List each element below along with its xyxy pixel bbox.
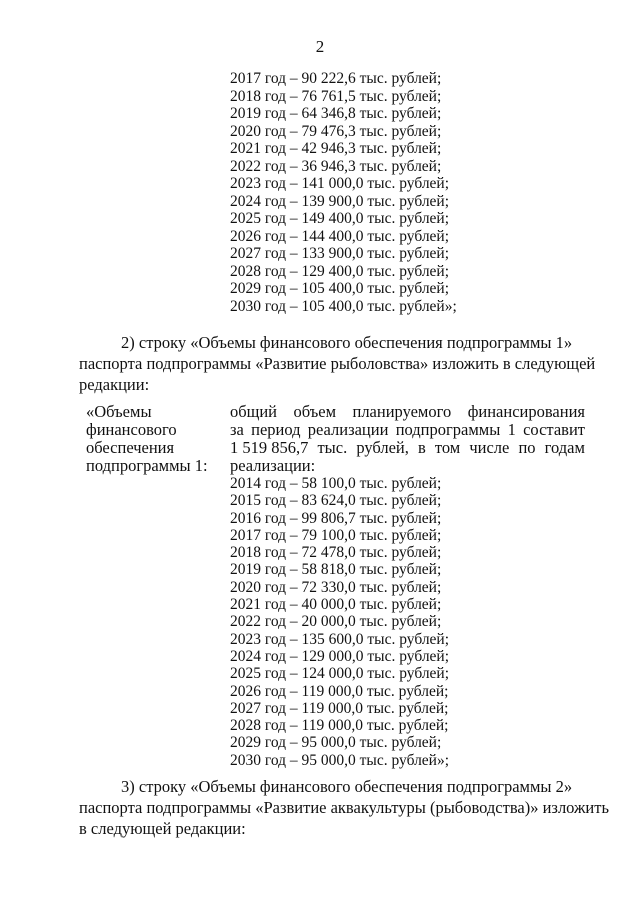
word: реализации	[307, 420, 389, 439]
word: подпрограммы	[395, 420, 501, 439]
paragraph-2	[79, 332, 596, 395]
word: числе	[469, 438, 510, 457]
paragraph-line: 3) строку «Объемы финансового обеспечения подпрограммы 2»	[121, 777, 573, 796]
funding-year-line: 2019 год – 58 818,0 тыс. рублей;	[230, 561, 442, 579]
funding-year-line: 2030 год – 105 400,0 тыс. рублей»;	[230, 297, 457, 315]
funding-year-line: 2022 год – 20 000,0 тыс. рублей;	[230, 613, 442, 631]
subprogram-1-value	[230, 403, 585, 769]
funding-year-line: 2015 год – 83 624,0 тыс. рублей;	[230, 492, 442, 510]
intro-line-1	[230, 403, 585, 421]
funding-year-line: 2020 год – 72 330,0 тыс. рублей;	[230, 578, 442, 596]
paragraph-line: в следующей редакции:	[79, 819, 246, 838]
funding-year-line: 2018 год – 72 478,0 тыс. рублей;	[230, 544, 442, 562]
funding-year-line: 2029 год – 105 400,0 тыс. рублей;	[230, 280, 450, 297]
funding-year-line: 2026 год – 119 000,0 тыс. рублей;	[230, 682, 449, 700]
funding-year-line: 2025 год – 149 400,0 тыс. рублей;	[230, 210, 450, 227]
word: объем	[293, 402, 337, 421]
paragraph-line: редакции:	[79, 375, 150, 394]
paragraph-line: паспорта подпрограммы «Развитие аквакультуры (рыбоводства)» изложить	[79, 798, 609, 817]
funding-year-line: 2021 год – 42 946,3 тыс. рублей;	[230, 140, 442, 157]
subprogram-1-label	[86, 403, 208, 475]
word: 1 519 856,7	[230, 438, 309, 457]
funding-year-line: 2024 год – 139 900,0 тыс. рублей;	[230, 192, 450, 210]
word: годам	[544, 438, 585, 457]
word: 1	[507, 420, 516, 439]
word: период	[251, 420, 301, 439]
intro-line-2	[230, 421, 585, 439]
funding-year-line: 2026 год – 144 400,0 тыс. рублей;	[230, 227, 450, 245]
funding-year-line: 2024 год – 129 000,0 тыс. рублей;	[230, 647, 450, 665]
word: тыс.	[317, 438, 348, 457]
word: планируемого	[352, 402, 452, 421]
funding-year-line: 2030 год – 95 000,0 тыс. рублей»;	[230, 751, 450, 769]
label-line: «Объемы	[86, 402, 152, 421]
funding-year-line: 2027 год – 119 000,0 тыс. рублей;	[230, 699, 449, 717]
label-line: финансового	[86, 420, 177, 439]
paragraph-3	[79, 776, 609, 839]
word: по	[518, 438, 536, 457]
paragraph-line: 2) строку «Объемы финансового обеспечения подпрограммы 1»	[121, 333, 573, 352]
funding-years-list	[230, 70, 457, 315]
funding-year-line: 2018 год – 76 761,5 тыс. рублей;	[230, 87, 442, 105]
funding-year-line: 2029 год – 95 000,0 тыс. рублей;	[230, 734, 442, 752]
funding-year-line: 2025 год – 124 000,0 тыс. рублей;	[230, 665, 450, 683]
funding-year-line: 2017 год – 79 100,0 тыс. рублей;	[230, 526, 442, 544]
word: том	[434, 438, 461, 457]
intro-line-4: реализации:	[230, 456, 316, 475]
funding-year-line: 2017 год – 90 222,6 тыс. рублей;	[230, 70, 442, 87]
funding-year-line: 2019 год – 64 346,8 тыс. рублей;	[230, 105, 442, 122]
intro-line-3	[230, 439, 585, 457]
funding-year-line: 2014 год – 58 100,0 тыс. рублей;	[230, 475, 442, 492]
page-number: 2	[315, 37, 325, 56]
word: финансирования	[467, 402, 585, 421]
paragraph-line: паспорта подпрограммы «Развитие рыболовства» изложить в следующей	[79, 354, 596, 373]
word: общий	[230, 402, 278, 421]
funding-year-line: 2021 год – 40 000,0 тыс. рублей;	[230, 596, 442, 614]
funding-year-line: 2028 год – 119 000,0 тыс. рублей;	[230, 717, 449, 735]
funding-year-line: 2022 год – 36 946,3 тыс. рублей;	[230, 157, 442, 175]
label-line: подпрограммы 1:	[86, 456, 208, 475]
funding-year-line: 2020 год – 79 476,3 тыс. рублей;	[230, 122, 442, 140]
word: составит	[523, 420, 585, 439]
funding-year-line: 2016 год – 99 806,7 тыс. рублей;	[230, 509, 442, 527]
word: за	[230, 420, 244, 439]
word: в	[417, 438, 426, 457]
funding-year-line: 2023 год – 135 600,0 тыс. рублей;	[230, 630, 450, 648]
funding-year-line: 2027 год – 133 900,0 тыс. рублей;	[230, 245, 450, 262]
funding-year-line: 2028 год – 129 400,0 тыс. рублей;	[230, 262, 450, 280]
label-line: обеспечения	[86, 438, 175, 457]
word: рублей,	[356, 438, 409, 457]
funding-year-line: 2023 год – 141 000,0 тыс. рублей;	[230, 175, 450, 192]
